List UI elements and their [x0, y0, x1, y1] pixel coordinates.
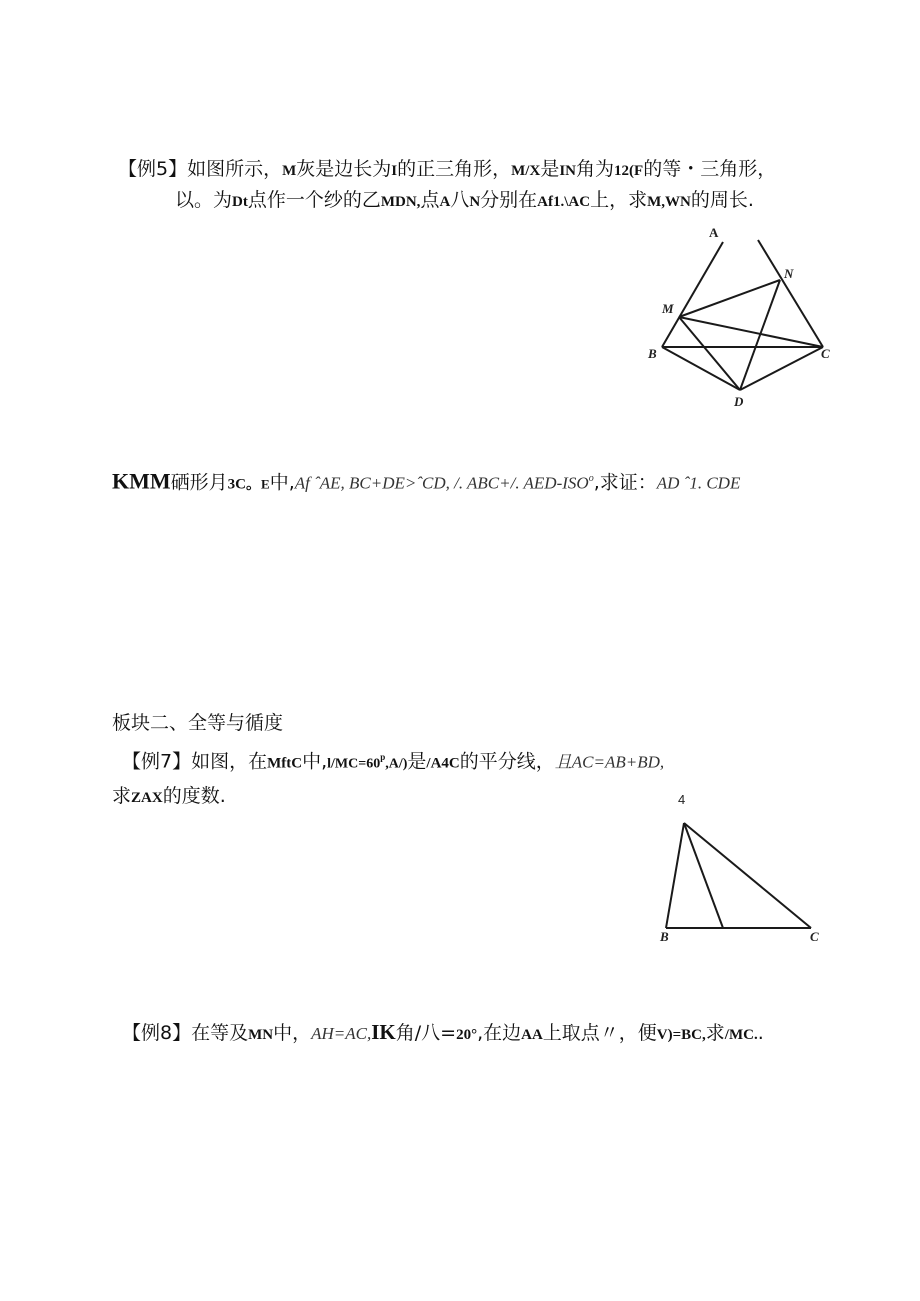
text: ,A/) [385, 756, 408, 772]
text: AH=AC, [311, 1024, 372, 1043]
text: N [469, 194, 481, 210]
text: IN [559, 163, 576, 179]
segment-am [662, 242, 723, 347]
text: 上 [590, 189, 610, 211]
text: 求 [112, 785, 132, 807]
text: 的平分线， [459, 750, 555, 773]
text: 上取点〃，便 [542, 1022, 657, 1044]
segment-ab [666, 823, 684, 928]
label-c: C [821, 346, 830, 361]
text: Af1.\AC [537, 194, 591, 210]
text: E [261, 476, 270, 492]
text: 是 [407, 750, 427, 773]
text: 且AC=AB+BD, [554, 752, 665, 772]
text: 3C。 [227, 476, 262, 493]
text: 的正三角形， [397, 158, 512, 180]
segment-bd [662, 347, 740, 390]
segment-mn [679, 280, 780, 317]
example-5-line-2 [175, 188, 754, 214]
text: MN [248, 1027, 274, 1043]
text: Af ˆAE, BC+DE>ˆCD, /. ABC+/. AED-ISO [294, 473, 589, 493]
text: 的等・三角形， [643, 158, 777, 180]
text: 12(F [614, 163, 644, 179]
example-7-figure [648, 788, 838, 948]
text: /A4C [426, 755, 460, 772]
text: ,在边 [477, 1022, 522, 1044]
text: M [282, 163, 297, 179]
text: 是 [540, 158, 560, 180]
text: 的度数. [162, 785, 226, 807]
section-title: 板块二、全等与循度 [112, 712, 284, 734]
text: 求 [705, 1022, 725, 1044]
text: l/MC=60 [327, 756, 381, 772]
text: 分别在 [480, 189, 538, 211]
example-5-line-1 [118, 157, 776, 183]
label-b: B [660, 929, 669, 944]
text: ZAX [131, 790, 163, 806]
text: 20° [456, 1027, 478, 1043]
label-d: D [734, 394, 744, 407]
text: A [439, 194, 451, 210]
example-6 [112, 467, 740, 496]
example-5-figure [640, 222, 840, 407]
text: V)=BC, [656, 1027, 706, 1043]
example-7-line-1 [122, 745, 664, 776]
text: 中, [302, 750, 328, 773]
text: p [380, 752, 386, 762]
segment-ac [758, 240, 823, 347]
label-c: C [810, 929, 819, 944]
text: MDN, [380, 194, 421, 210]
text: MftC [267, 755, 303, 772]
text: o [588, 473, 594, 484]
text: 点作一个纱的乙 [247, 189, 381, 211]
text: /MC. [724, 1027, 758, 1043]
text: M,WN [647, 194, 691, 210]
text: Dt [232, 194, 248, 210]
text: IK [371, 1020, 396, 1044]
text: AA [521, 1027, 543, 1043]
text: AD ˆ1. CDE [656, 473, 741, 493]
text: 中， [273, 1022, 312, 1044]
text: 中, [269, 471, 295, 494]
text: 以。为 [175, 189, 233, 211]
label-b: B [648, 346, 657, 361]
label-a: 4 [678, 792, 686, 807]
label-a: A [709, 225, 719, 240]
text: 灰是边长为 [296, 158, 392, 180]
triangle-diagram-5 [640, 222, 840, 407]
text: 的周长. [690, 189, 754, 211]
label-n: N [784, 266, 794, 281]
text: 角为 [576, 158, 615, 180]
text: M/X [511, 163, 541, 179]
text: KMM [112, 468, 171, 494]
text: , [593, 471, 600, 494]
example-8 [122, 1020, 764, 1047]
text: 点 [420, 189, 440, 211]
text: 【例5】如图所示， [118, 158, 283, 180]
text: 【例7】如图，在 [122, 750, 268, 773]
text: ，求 [609, 189, 648, 211]
text: . [757, 1022, 764, 1044]
text: I [391, 163, 398, 179]
text: 求证： [599, 471, 657, 494]
text: 八 [450, 189, 470, 211]
text: 【例8】在等及 [122, 1022, 249, 1044]
label-m: M [662, 301, 674, 316]
example-7-line-2 [112, 784, 226, 810]
text: 硒形月 [170, 471, 228, 494]
triangle-diagram-7 [648, 788, 838, 948]
text: 角/八= [395, 1022, 457, 1044]
